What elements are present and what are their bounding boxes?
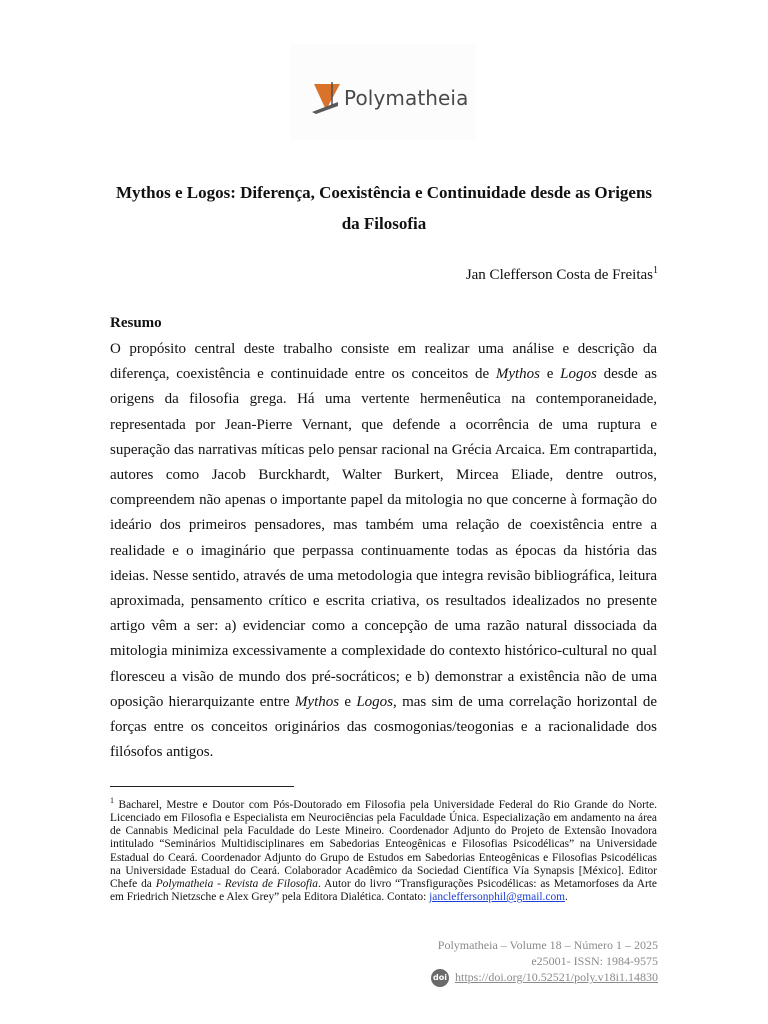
doi-row (431, 969, 658, 987)
abstract-part-2: desde as origens da filosofia grega. Há uma vertente hermenêutica na contemporaneidade, representada por Jean-Pierre Vernant, que defende a ocorrência de uma ruptura e superação das narrativas míticas pelo pensar racional na Grécia Arcaica. Em contrapartida, autores como Jacob Burckhardt, Walter Burkert, Mircea Eliade, dentre outros, compreendem não apenas o importante papel da mitologia no que concerne à formação do ideário dos primeiros pensadores, mas também uma relação de coexistência entre a realidade e o imaginário que perpassa continuamente todas as épocas da história das ideias. Nesse sentido, através de uma metodologia que integra revisão bibliográfica, leitura aproximada, pensamento crítico e escrita criativa, os resultados idealizados no presente artigo vêm a ser: a) evidenciar como a concepção de uma razão natural dissociada da mitologia minimiza excessivamente a complexidade do contexto histórico-cultural no qual floresceu a visão de mundo dos pré-socráticos; e b) demonstrar a existência não de uma oposição hierarquizante entre (110, 366, 657, 710)
doi-icon: doi (431, 969, 449, 987)
footnote-text-1: Bacharel, Mestre e Doutor com Pós-Doutorado em Filosofia pela Universidade Federal do Rio Grande do Norte. Licenciado em Filosofia e Especialista em Neurociências pela Faculdade Única. Especialização em andamento na área de Cannabis Medicinal pela Faculdade do Leste Mineiro. Coordenador Adjunto do Projeto de Extensão Inovadora intitulado “Seminários Multidisciplinares em Sabedorias Enteogênicas e Filosofias Psicodélicas” na Universidade Estadual do Ceará. Coordenador Adjunto do Grupo de Estudos em Sabedorias Enteogênicas e Filosofias Psicodélicas na Universidade Estadual do Ceará. Colaborador Acadêmico da Sociedad Científica Vía Synapsis [México]. Editor Chefe da (110, 798, 657, 891)
logo-wordmark: Polymatheia (344, 86, 469, 110)
journal-issn-line: e25001- ISSN: 1984-9575 (531, 953, 658, 968)
article-title: Mythos e Logos: Diferença, Coexistência e Continuidade desde as Origens da Filosofia (115, 183, 653, 233)
author-email-link[interactable]: jancleffersonphil@gmail.com (429, 891, 565, 904)
footnote-mark: 1 (110, 796, 114, 805)
journal-logo (290, 44, 476, 140)
journal-volume-line: Polymatheia – Volume 18 – Número 1 – 2025 (437, 938, 658, 952)
footnote-journal-name: Polymatheia - Revista de Filosofia (155, 878, 318, 891)
term-logos-2: Logos (356, 693, 394, 710)
abstract-part-1: O propósito central deste trabalho consiste em realizar uma análise e descrição da diferença, coexistência e continuidade entre os conceitos de (110, 341, 657, 383)
journal-info (431, 938, 658, 987)
footnote-divider (110, 786, 294, 787)
author-footnote-mark[interactable]: 1 (653, 265, 658, 276)
term-mythos-2: Mythos (294, 693, 340, 710)
footnote-1 (110, 794, 657, 904)
abstract-conj-2: e (339, 693, 357, 710)
author-name: Jan Clefferson Costa de Freitas (465, 267, 653, 283)
footnote-text-3: . (565, 891, 568, 904)
term-mythos: Mythos (495, 366, 541, 383)
doi-link[interactable]: https://doi.org/10.52521/poly.v18i1.14830 (454, 970, 658, 985)
abstract-heading: Resumo (110, 315, 162, 331)
abstract-text (110, 337, 657, 765)
term-logos: Logos (560, 366, 597, 383)
author-line (466, 265, 658, 284)
abstract-conj: e (540, 366, 561, 383)
footnote-text-2: . Autor do livro “Transfigurações Psicodélicas: as Metamorfoses da Arte em Friedrich Nietzsche e Alex Grey” pela Editora Dialética. Contato: (110, 878, 657, 904)
abstract-part-3: , mas sim de uma correlação horizontal de forças entre os conceitos originários das cosmogonias/teogonias e a racionalidade dos filósofos antigos. (110, 693, 657, 761)
